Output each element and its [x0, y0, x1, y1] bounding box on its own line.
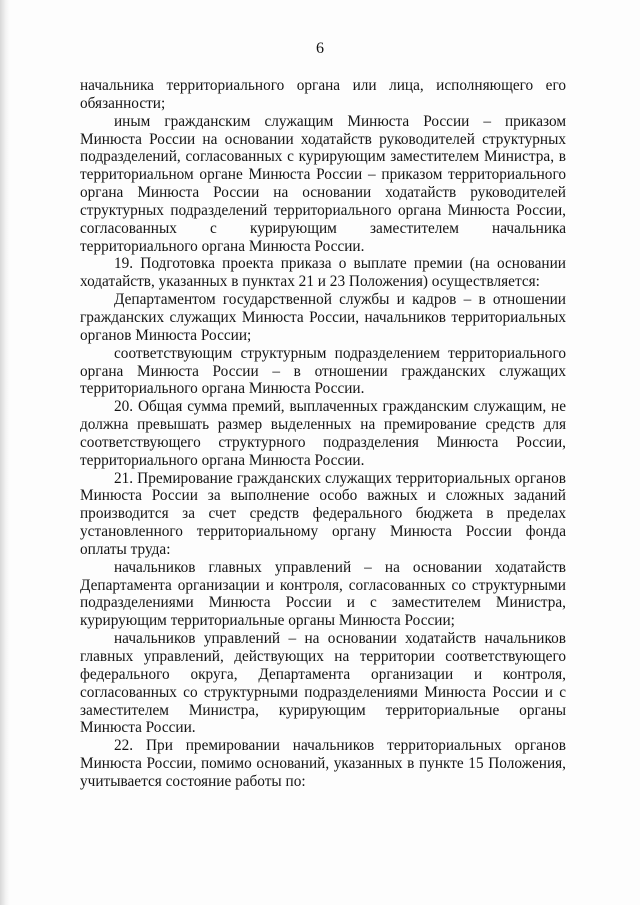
paragraph-21-main-directorates: начальников главных управлений – на основании ходатайств Департамента организации и контроля, согласованных со структурными подразделениями Минюста России и с заместителем Министра, курирующим территориальные органы Минюста России;	[80, 558, 566, 630]
paragraph-20: 20. Общая сумма премий, выплаченных гражданским служащим, не должна превышать размер выделенных на премирование средств для соответствующего структурного подразделения Минюста России, территориального органа Минюста России.	[80, 398, 566, 469]
page-number: 6	[316, 40, 324, 57]
document-body	[80, 77, 566, 791]
paragraph-19-department: Департаментом государственной службы и кадров – в отношении гражданских служащих Минюста России, начальников территориальных органов Минюста России;	[80, 291, 566, 344]
paragraph-continuation: начальника территориального органа или лица, исполняющего его обязанности;	[80, 77, 566, 112]
paragraph-22: 22. При премировании начальников территориальных органов Минюста России, помимо оснований, указанных в пункте 15 Положения, учитывается состояние работы по:	[80, 737, 566, 790]
paragraph-19-structural-unit: соответствующим структурным подразделением территориального органа Минюста России – в отношении гражданских служащих территориального органа Минюста России.	[80, 344, 566, 398]
paragraph-21: 21. Премирование гражданских служащих территориальных органов Минюста России за выполнение особо важных и сложных заданий производится за счет средств федерального бюджета в пределах установленного территориальному органу Минюста России фонда оплаты труда:	[80, 469, 566, 558]
paragraph-other-employees: иным гражданским служащим Минюста России – приказом Минюста России на основании ходатайств руководителей структурных подразделений, согласованных с курирующим заместителем Министра, в территориальном органе Минюста России – приказом территориального органа Минюста России на основании ходатайств руководителей структурных подразделений территориального органа Минюста России, согласованных с курирующим заместителем начальника территориального органа Минюста России.	[80, 112, 566, 255]
paragraph-21-directorates: начальников управлений – на основании ходатайств начальников главных управлений, действующих на территории соответствующего федерального округа, Департамента организации и контроля, согласованных со структурными подразделениями Минюста России и с заместителем Министра, курирующим территориальные органы Минюста России.	[80, 630, 566, 737]
paragraph-19: 19. Подготовка проекта приказа о выплате премии (на основании ходатайств, указанных в пунктах 21 и 23 Положения) осуществляется:	[80, 255, 566, 291]
scan-shadow-edge	[0, 0, 10, 905]
